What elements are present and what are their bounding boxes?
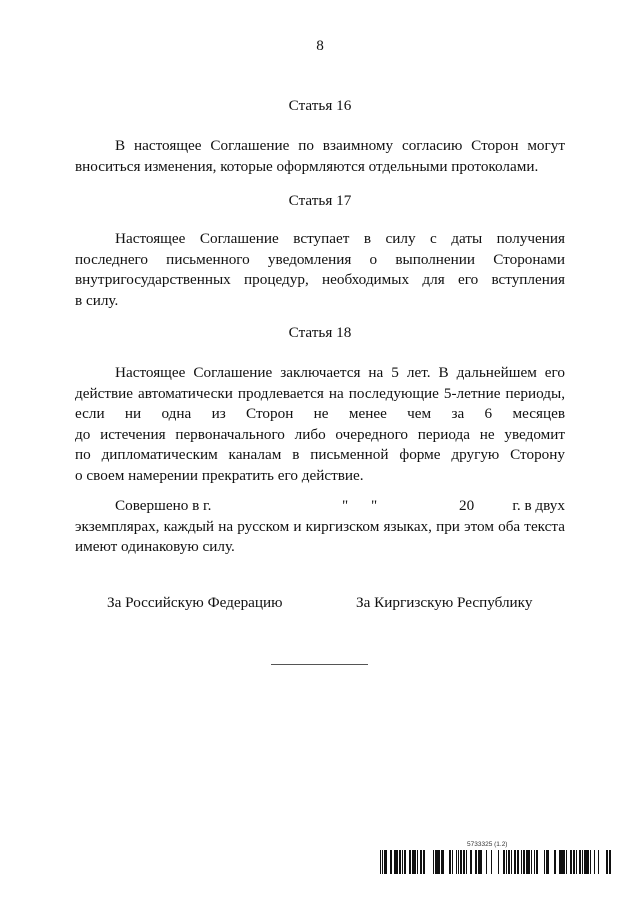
barcode-bar — [452, 850, 453, 874]
barcode-bar — [585, 850, 587, 874]
text-line: в силу. — [75, 291, 119, 309]
barcode-bar — [470, 850, 472, 874]
barcode-bar — [554, 850, 556, 874]
barcode-bar — [442, 850, 444, 874]
signatory-russia: За Российскую Федерацию — [107, 594, 283, 611]
barcode-bar — [385, 850, 387, 874]
barcode-bar — [384, 850, 385, 874]
barcode-bar — [478, 850, 479, 874]
barcode-bar — [537, 850, 538, 874]
barcode-bar — [514, 850, 516, 874]
barcode-bar — [396, 850, 398, 874]
barcode-bar — [573, 850, 575, 874]
done-at-suffix: г. в двух — [512, 497, 565, 514]
year-prefix: 20 — [459, 497, 475, 514]
barcode-bar — [531, 850, 532, 874]
text-line: последнего письменного уведомления о выполнении Сторонами — [75, 250, 565, 268]
barcode-bar — [506, 850, 507, 874]
barcode-bar — [404, 850, 406, 874]
barcode-bar — [394, 850, 395, 874]
signature-block — [0, 594, 640, 616]
date-quote-open: " — [342, 497, 349, 514]
barcode-bar — [534, 850, 535, 874]
page-number: 8 — [316, 37, 324, 54]
barcode-bar — [433, 850, 434, 874]
text-line: Настоящее Соглашение заключается на 5 лет. В дальнейшем его — [115, 364, 565, 381]
done-at-line — [75, 496, 565, 517]
article-17-title: Статья 17 — [288, 192, 352, 209]
closing-rule — [271, 664, 368, 665]
barcode-bar — [523, 850, 524, 874]
barcode-bar — [466, 850, 467, 874]
barcode-bar — [528, 850, 530, 874]
barcode-bar — [417, 850, 418, 874]
barcode-bar — [412, 850, 414, 874]
text-line: по дипломатическим каналам в письменной форме другую Сторону — [75, 446, 565, 464]
article-16-text — [75, 136, 565, 177]
barcode-bar — [579, 850, 581, 874]
text-line: экземплярах, каждый на русском и киргизском языках, при этом оба текста — [75, 517, 565, 535]
barcode-number: 5733325 (1.2) — [467, 841, 508, 848]
barcode-bar — [449, 850, 451, 874]
barcode-bar — [536, 850, 537, 874]
article-18-text — [75, 363, 565, 487]
barcode-bar — [380, 850, 381, 874]
barcode-bar — [399, 850, 401, 874]
text-line: вноситься изменения, которые оформляются отдельными протоколами. — [75, 157, 539, 175]
barcode-bar — [503, 850, 505, 874]
text-line: о своем намерении прекратить его действие. — [75, 466, 364, 484]
barcode-bar — [409, 850, 411, 874]
barcode-bar — [435, 850, 436, 874]
barcode-bar — [420, 850, 422, 874]
barcode-bar — [461, 850, 462, 874]
text-line: если ни одна из Сторон не менее чем за 6 месяцев — [75, 405, 565, 423]
barcode-bar — [439, 850, 440, 874]
barcode-bar — [561, 850, 563, 874]
barcode-bar — [598, 850, 599, 874]
barcode-bar — [590, 850, 591, 874]
barcode-bar — [521, 850, 522, 874]
barcode-bar — [486, 850, 487, 874]
barcode-bar — [582, 850, 583, 874]
barcode-icon — [380, 850, 613, 874]
barcode-bar — [548, 850, 549, 874]
barcode-bar — [382, 850, 383, 874]
barcode-bar — [458, 850, 459, 874]
barcode-bar — [587, 850, 589, 874]
text-line: Настоящее Соглашение вступает в силу с даты получения — [115, 230, 565, 247]
barcode-bar — [563, 850, 565, 874]
barcode-bar — [594, 850, 595, 874]
barcode-bar — [584, 850, 585, 874]
barcode-bar — [441, 850, 442, 874]
barcode-bar — [479, 850, 480, 874]
done-at-clause — [75, 496, 565, 558]
barcode-bar — [414, 850, 416, 874]
barcode-bar — [570, 850, 572, 874]
barcode-bar — [517, 850, 519, 874]
article-17-text — [75, 229, 565, 311]
date-quote-close: " — [371, 497, 378, 514]
barcode-bar — [438, 850, 439, 874]
barcode-bar — [508, 850, 510, 874]
signatory-kyrgyzstan: За Киргизскую Республику — [356, 594, 533, 611]
barcode-bar — [546, 850, 548, 874]
barcode-bar — [559, 850, 560, 874]
text-line: до истечения первоначального либо очередного периода не уведомит — [75, 425, 565, 443]
barcode-bar — [476, 850, 477, 874]
barcode-bar — [436, 850, 438, 874]
barcode-bar — [463, 850, 465, 874]
barcode-bar — [460, 850, 461, 874]
barcode-bar — [395, 850, 396, 874]
text-line: действие автоматически продлевается на последующие 5-летние периоды, — [75, 384, 565, 402]
barcode-bar — [526, 850, 528, 874]
barcode-bar — [480, 850, 482, 874]
barcode-bar — [566, 850, 567, 874]
barcode-bar — [560, 850, 561, 874]
barcode-bar — [456, 850, 457, 874]
barcode-bar — [390, 850, 392, 874]
barcode-bar — [544, 850, 545, 874]
barcode-bar — [576, 850, 577, 874]
article-16-title: Статья 16 — [288, 97, 352, 114]
barcode-bar — [402, 850, 403, 874]
barcode-bar — [423, 850, 424, 874]
text-line: внутригосударственных процедур, необходимых для его вступления — [75, 271, 565, 289]
barcode-bar — [609, 850, 611, 874]
barcode-bar — [524, 850, 525, 874]
article-18-title: Статья 18 — [288, 324, 352, 341]
barcode-bar — [606, 850, 608, 874]
text-line: В настоящее Соглашение по взаимному согласию Сторон могут — [115, 137, 565, 154]
text-line: имеют одинаковую силу. — [75, 538, 235, 556]
done-at-prefix: Совершено в г. — [115, 497, 212, 514]
barcode-bar — [424, 850, 425, 874]
barcode-bar — [491, 850, 492, 874]
barcode-bar — [511, 850, 512, 874]
barcode-bar — [475, 850, 476, 874]
barcode-bar — [498, 850, 499, 874]
